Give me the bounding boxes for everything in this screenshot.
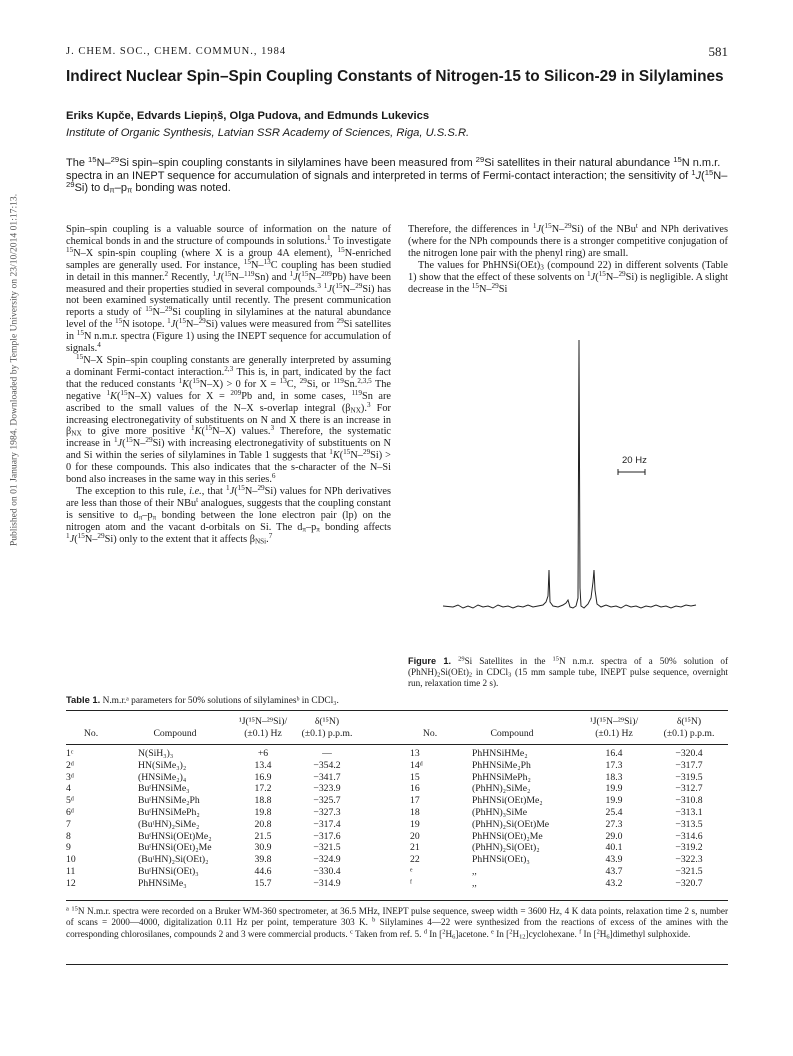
table-cell-no: 1ᶜ — [66, 748, 74, 759]
table-cell-c: BuᵗHNSi(OEt)₃ — [138, 865, 199, 877]
table-row — [66, 866, 362, 878]
table-row — [66, 795, 362, 807]
table-cell-j: 20.8 — [254, 818, 272, 830]
table-row — [66, 842, 362, 854]
table-cell-j: 19.9 — [605, 783, 623, 795]
table-row — [410, 878, 724, 890]
table-row — [66, 748, 362, 760]
table-cell-c: (BuᵗHN)₂SiMe₂ — [138, 818, 200, 830]
table-cell-no: 6ᵈ — [66, 806, 74, 818]
table-cell-c: PhHNSiMePh₂ — [472, 771, 531, 783]
table-cell-d: −325.7 — [313, 795, 341, 807]
table-cell-c: BuᵗHNSiMe₃ — [138, 783, 190, 795]
table-header-right: ¹J(¹⁵N–²⁹Si)/ δ(¹⁵N) No. Compound (±0.1) Hz (±0.1) p.p.m. — [422, 716, 715, 739]
table-cell-no: 3ᵈ — [66, 771, 74, 783]
table-cell-d: −319.2 — [675, 842, 703, 854]
table-cell-c: (PhHN)₂SiMe₂ — [472, 783, 531, 795]
table-row — [410, 819, 724, 831]
table-cell-c: PhHNSi(OEt)₃ — [472, 854, 530, 866]
table-cell-no: 11 — [66, 865, 76, 877]
table-row — [66, 807, 362, 819]
table-cell-d: −313.1 — [675, 806, 703, 818]
table-row — [410, 866, 724, 878]
table-cell-no: 16 — [410, 783, 420, 795]
table-cell-j: 40.1 — [605, 842, 623, 854]
table-cell-j: 29.0 — [605, 830, 623, 842]
table-cell-j: 44.6 — [254, 865, 272, 877]
right-column-text: Therefore, the differences in $^1$J($^{15}$N–$^{29}$Si) of the NBu$^t$ and NPh derivatives (where for the NPh compounds there is a stronger competitive conjugation of the nitrogen lone pair with the phenyl ring) are small. The values for $PhHNSi(OEt)_3$ (compound 22) in different solvents (Table 1) show that the effect of these solvents on $^1$J($^{15}$N–$^{29}$Si) is negligible. A slight decrease in the $^{15}$N–$^{29}$Si — [408, 222, 728, 295]
table-cell-d: −310.8 — [675, 795, 703, 807]
table-cell-d: −319.5 — [675, 771, 703, 783]
table-cell-d: −341.7 — [313, 771, 341, 783]
table-cell-no: 21 — [410, 842, 420, 854]
table-left — [66, 748, 362, 890]
figure-caption: Figure 1. $^{29}$Si Satellites in the $^{15}$N n.m.r. spectra of a 50% solution of $(PhNH)_2Si(OEt)_2$ in CDCl$_3$ (15 mm sample tube, INEPT pulse sequence, overnight run, relaxation time 2 s). — [408, 655, 729, 688]
table-cell-j: 25.4 — [605, 806, 623, 818]
table-bottom-rule — [66, 900, 728, 901]
table-cell-no: 7 — [66, 818, 71, 830]
table-cell-no: 20 — [410, 830, 420, 842]
table-row — [66, 760, 362, 772]
table-cell-no: 4 — [66, 783, 71, 795]
journal-header: J. CHEM. SOC., CHEM. COMMUN., 1984 — [66, 46, 287, 57]
table-row — [66, 783, 362, 795]
table-cell-c: (PhHN)₂Si(OEt)₂ — [472, 842, 540, 854]
spectrum-trace — [443, 340, 696, 608]
table-row — [66, 772, 362, 784]
table-cell-c: HN(SiMe₃)₂ — [138, 759, 187, 771]
table-cell-no: 13 — [410, 748, 420, 759]
table-cell-c: ,, — [472, 865, 477, 877]
table-cell-no: 19 — [410, 818, 420, 830]
table-cell-no: 12 — [66, 877, 76, 889]
table-cell-c: (PhHN)₂Si(OEt)Me — [472, 818, 550, 830]
scale-label: 20 Hz — [622, 455, 647, 466]
table-cell-c: N(SiH₃)₃ — [138, 748, 174, 759]
table-cell-j: 21.5 — [254, 830, 272, 842]
table-cell-j: 18.8 — [254, 795, 272, 807]
table-cell-d: −314.6 — [675, 830, 703, 842]
table-row — [410, 842, 724, 854]
table-footnotes: $^a$ $^{15}$N N.m.r. spectra were recorded on a Bruker WM-360 spectrometer, at 36.5 MHz, INEPT pulse sequence, sweep width = 3600 Hz, 4 K data points, relaxation time 2 s, number of scans = 2000—4000, digitalization 0.11 Hz per point, temperature 303 K. $^b$ Silylamines 4—22 were synthesized from the reactions of excess of the amines with the corresponding chlorosilanes, compounds 2 and 3 were commercial products. $^c$ Taken from ref. 5. $^d$ In $[^2H_6]acetone$. $^e$ In $[^2H_{12}]cyclohexane$. $^f$ In $[^2H_6]dimethyl$ sulphoxide. — [66, 905, 729, 940]
table-cell-j: 16.9 — [254, 771, 272, 783]
table-cell-d: −320.4 — [675, 748, 703, 759]
table-cell-d: −317.6 — [313, 830, 341, 842]
table-cell-j: 30.9 — [254, 842, 272, 854]
table-row — [410, 772, 724, 784]
table-title: Table 1. N.m.r.ᵃ parameters for 50% solutions of silylaminesᵇ in CDCl₃. — [66, 694, 339, 706]
table-cell-c: ,, — [472, 877, 477, 889]
table-cell-j: 13.4 — [254, 759, 272, 771]
nmr-spectrum-figure — [408, 320, 728, 640]
table-row — [66, 831, 362, 843]
table-cell-c: BuᵗHNSi(OEt)₂Me — [138, 842, 212, 854]
table-row — [66, 854, 362, 866]
table-cell-c: PhHNSiMe₂Ph — [472, 759, 531, 771]
table-cell-c: BuᵗHNSiMePh₂ — [138, 806, 200, 818]
table-cell-j: 19.9 — [605, 795, 623, 807]
table-cell-j: 17.2 — [254, 783, 272, 795]
table-cell-no: 10 — [66, 854, 76, 866]
download-watermark: Published on 01 January 1984. Downloaded by Temple University on 23/10/2014 01:17:13. — [8, 193, 20, 547]
table-cell-c: PhHNSi(OEt)Me₂ — [472, 795, 543, 807]
table-cell-d: −354.2 — [313, 759, 341, 771]
left-column-text: Spin–spin coupling is a valuable source of information on the nature of chemical bonds in and the structure of compounds in solutions.$^1$ To investigate $^{15}$N–X spin-spin coupling (where X is a group 4A element), $^{15}$N-enriched samples are generally used. For instance, $^{15}$N–$^{13}$C coupling has been studied in detail in this manner.$^2$ Recently, $^1$J($^{15}$N–$^{119}$Sn) and $^1$J($^{15}$N–$^{209}$Pb) have been measured and their properties studied in several compounds.$^3$ $^1$J($^{15}$N–$^{29}$Si) has not been examined systematically until recently. The present communication reports a study of $^{15}$N–$^{29}$Si coupling in silylamines at the natural abundance level of the $^{15}$N isotope. $^1$J($^{15}$N–$^{29}$Si) values were measured from $^{29}$Si satellites in $^{15}$N n.m.r. spectra (Figure 1) using the INEPT sequence for accumulation of signals.$^4$ $^{15}$N–X Spin–spin coupling constants are generally interpreted by assuming a dominant Fermi-contact interaction.$^{2,3}$ This is, in part, indicated by the fact that the reduced constants $^1$K($^{15}$N–X) > 0 for X = $^{13}$C, $^{29}$Si, or $^{119}$Sn.$^{2,3,5}$ The negative $^1$K($^{15}$N–X) values for X = $^{209}$Pb and, in some cases, $^{119}$Sn are ascribed to the small values of the N–X s-overlap integral $(\beta_{NX}).^3$ For increasing electronegativity of substituents on N and X there is an increase in $\beta_{NX}$ to give more positive $^1$K($^{15}$N–X) values.$^3$ Therefore, the systematic increase in $^1$J($^{15}$N–$^{29}$Si) with increasing electronegativity of substituents on N and Si within the series of silylamines in Table 1 suggests that $^1$K($^{15}$N–$^{29}$Si) > 0 for these compounds. This also indicates that the s-character of the N–Si bond also increases in the same way in this series.$^6$ The exception to this rule, i.e., that $^1$J($^{15}$N–$^{29}$Si) values for NPh derivatives are less than those of their NBu$^t$ analogues, suggests that the coupling constant is sensitive to $d_\pi-p_\pi$ bonding between the lone electron pair (lp) on the nitrogen atom and the vacant d-orbitals on Si. The $d_\pi-p_\pi$ bonding affects $^1$J($^{15}$N–$^{29}$Si) only to the extent that it affects $\beta_{NSi}.^7$ — [66, 224, 392, 545]
table-cell-no: 9 — [66, 842, 71, 854]
table-cell-d: −313.5 — [675, 818, 703, 830]
table-cell-d: −323.9 — [313, 783, 341, 795]
table-cell-j: 43.2 — [605, 877, 623, 889]
table-cell-d: −320.7 — [675, 877, 703, 889]
table-top-rule — [66, 710, 728, 711]
table-cell-j: 43.9 — [605, 854, 623, 866]
table-row — [410, 783, 724, 795]
table-cell-no: ᵉ — [410, 865, 413, 877]
table-header-rule — [66, 744, 728, 745]
table-row — [410, 854, 724, 866]
table-cell-c: PhHNSiMe₃ — [138, 877, 187, 889]
table-cell-no: 18 — [410, 806, 420, 818]
table-cell-d: −322.3 — [675, 854, 703, 866]
table-cell-d: −314.9 — [313, 877, 341, 889]
table-cell-c: (HNSiMe₂)₄ — [138, 771, 187, 783]
table-cell-no: 15 — [410, 771, 420, 783]
table-cell-d: −327.3 — [313, 806, 341, 818]
article-title: Indirect Nuclear Spin–Spin Coupling Constants of Nitrogen-15 to Silicon-29 in Silylamines — [66, 68, 724, 85]
table-cell-c: PhHNSi(OEt)₂Me — [472, 830, 543, 842]
table-cell-no: 5ᵈ — [66, 795, 74, 807]
table-cell-d: — — [322, 748, 332, 759]
table-cell-j: 15.7 — [254, 877, 272, 889]
table-row — [66, 819, 362, 831]
table-cell-no: 2ᵈ — [66, 759, 74, 771]
footnote-bottom-rule — [66, 964, 728, 965]
table-cell-c: (BuᵗHN)₂Si(OEt)₂ — [138, 854, 209, 866]
abstract: The $^{15}$N–$^{29}$Si spin–spin coupling constants in silylamines have been measured from $^{29}$Si satellites in their natural abundance $^{15}$N n.m.r. spectra in an INEPT sequence for accumulation of signals and interpreted in terms of Fermi-contact interaction; the sensitivity of $^1$J($^{15}$N–$^{29}$Si) to $d_\pi-p_\pi$ bonding was noted. — [66, 154, 728, 195]
table-cell-no: ᶠ — [410, 877, 413, 889]
table-cell-d: −312.7 — [675, 783, 703, 795]
table-cell-j: 39.8 — [254, 854, 272, 866]
table-cell-d: −330.4 — [313, 865, 341, 877]
table-cell-j: 18.3 — [605, 771, 623, 783]
table-cell-d: −317.4 — [313, 818, 341, 830]
table-row — [410, 807, 724, 819]
authors: Eriks Kupče, Edvards Liepiņš, Olga Pudova, and Edmunds Lukevics — [66, 110, 430, 122]
table-row — [66, 878, 362, 890]
table-cell-j: +6 — [257, 748, 269, 759]
table-cell-no: 17 — [410, 795, 420, 807]
table-cell-d: −317.7 — [675, 759, 703, 771]
table-row — [410, 760, 724, 772]
table-header-left: ¹J(¹⁵N–²⁹Si)/ δ(¹⁵N) No. Compound (±0.1) Hz (±0.1) p.p.m. — [83, 716, 353, 739]
page-number: 581 — [708, 44, 728, 59]
table-cell-d: −324.9 — [313, 854, 341, 866]
institution: Institute of Organic Synthesis, Latvian SSR Academy of Sciences, Riga, U.S.S.R. — [66, 127, 470, 139]
table-cell-j: 43.7 — [605, 865, 623, 877]
table-cell-j: 17.3 — [605, 759, 623, 771]
table-cell-d: −321.5 — [313, 842, 341, 854]
running-header — [66, 46, 728, 57]
table-row — [410, 748, 724, 760]
table-cell-j: 19.8 — [254, 806, 272, 818]
table-right — [410, 748, 724, 890]
table-row — [410, 831, 724, 843]
table-row — [410, 795, 724, 807]
table-cell-c: BuᵗHNSi(OEt)Me₂ — [138, 830, 212, 842]
table-cell-c: BuᵗHNSiMe₂Ph — [138, 795, 200, 807]
table-cell-no: 8 — [66, 830, 71, 842]
table-cell-c: (PhHN)₃SiMe — [472, 806, 528, 818]
table-cell-no: 14ᵈ — [410, 759, 423, 771]
table-cell-j: 27.3 — [605, 818, 623, 830]
table-cell-c: PhHNSiHMe₂ — [472, 748, 528, 759]
table-cell-no: 22 — [410, 854, 420, 866]
table-cell-d: −321.5 — [675, 865, 703, 877]
table-cell-j: 16.4 — [605, 748, 623, 759]
